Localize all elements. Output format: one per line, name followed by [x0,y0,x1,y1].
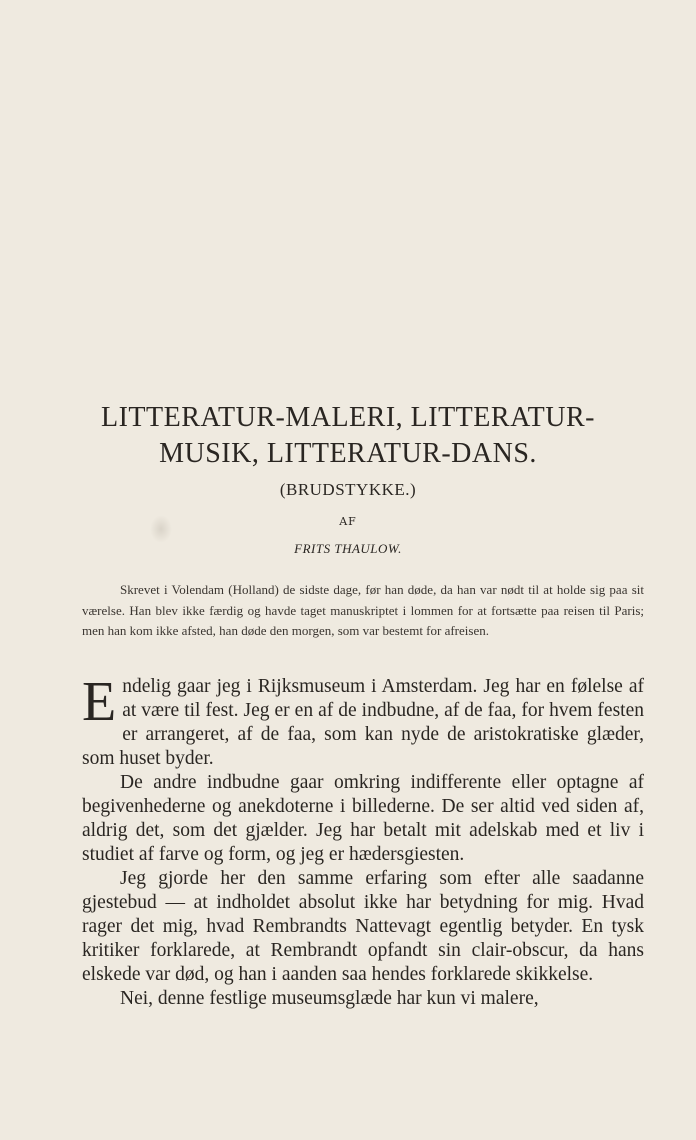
paragraph-3: Jeg gjorde her den samme erfaring som efter alle saadanne gjestebud — at indholdet absolut ikke har betydning for mig. Hvad rager det mig, hvad Rembrandts Nattevagt egentlig betyder. En tysk kritiker forklarede, at Rembrandt opfandt sin clair-obscur, da hans elskede var død, og han i aanden saa hendes forklarede skikkelse. [82,868,644,985]
editorial-note: Skrevet i Volendam (Holland) de sidste dage, før han døde, da han var nødt til at holde sig paa sit værelse. Han blev ikke færdig og havde taget manuskriptet i lommen for at fortsætte paa reisen til Paris; men han kom ikke afsted, han døde den morgen, som var bestemt for afreisen. [82,582,644,638]
drop-cap: E [82,671,117,733]
byline-af: AF [339,515,357,528]
paragraph-2: De andre indbudne gaar omkring indifferente eller optagne af begivenhederne og anekdoterne i billederne. De ser altid ved siden af, aldrig det, som det gjælder. Jeg har betalt mit adelskab med et liv i studiet af farve og form, og jeg er hædersgiesten. [82,772,644,865]
paragraph-4: Nei, denne festlige museumsglæde har kun vi malere, [120,988,539,1009]
article-subtitle: (BRUDSTYKKE.) [279,480,417,499]
paragraph-1-text: ndelig gaar jeg i Rijksmuseum i Amsterdam. Jeg har en følelse af at være til fest. Jeg er en af de indbudne, af de faa, for hvem festen er arrangeret, af de faa, som kan nyde de aristokratiske glæder, som huset byder. [82,676,644,769]
title-line-2: MUSIK, LITTERATUR-DANS. [159,438,537,469]
paragraph-1 [82,671,644,771]
author-name: FRITS THAULOW. [294,541,402,556]
article-title [60,400,636,472]
article-body [82,671,644,1011]
title-line-1: LITTERATUR-MALERI, LITTERATUR- [100,402,596,433]
